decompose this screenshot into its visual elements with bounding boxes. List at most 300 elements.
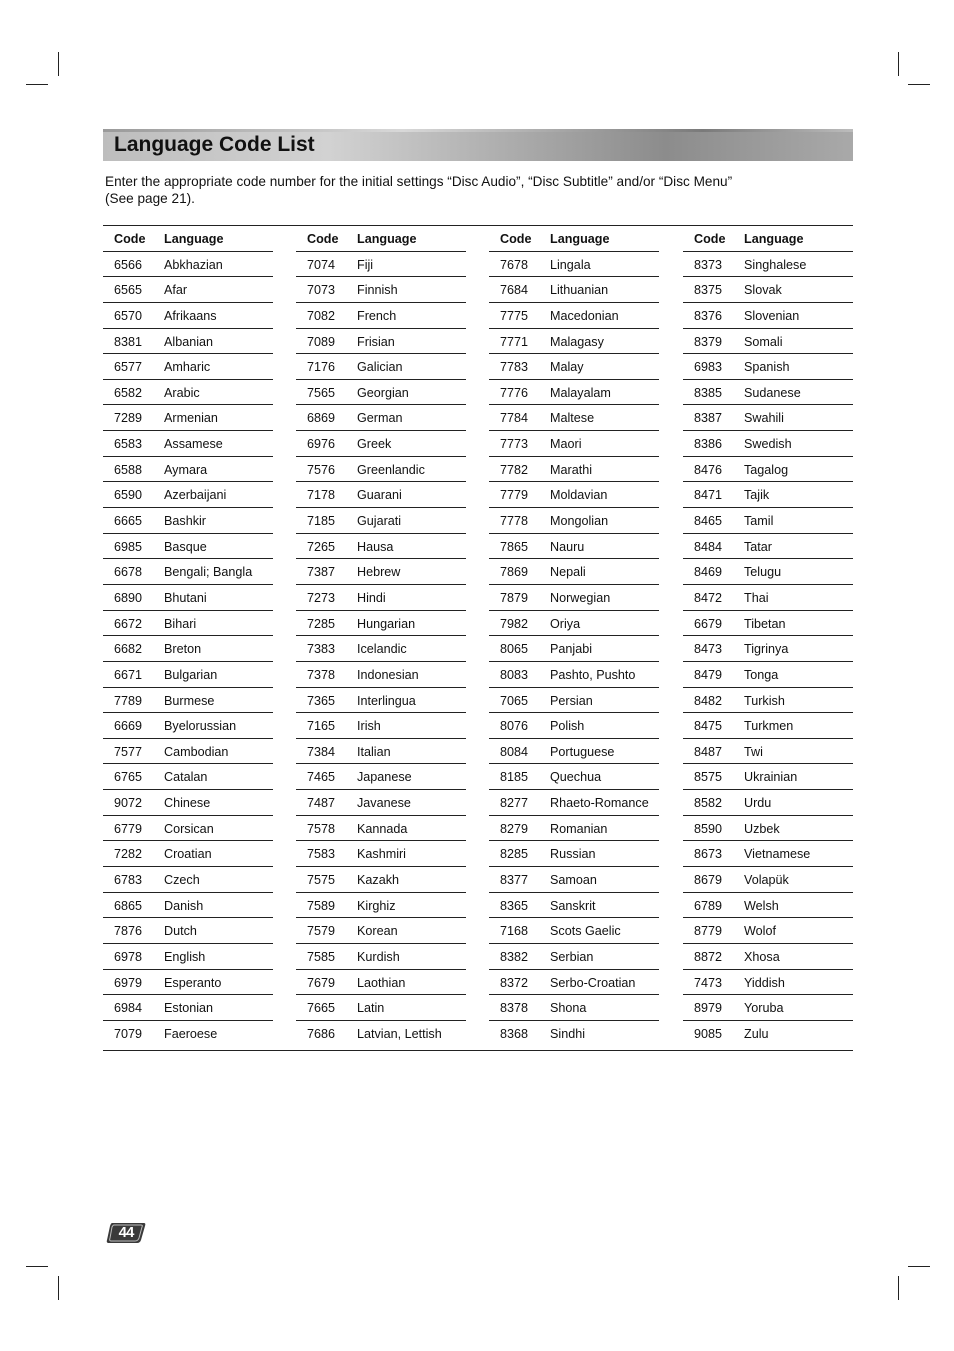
language-name: Fiji <box>357 257 374 272</box>
language-code: 8590 <box>694 821 723 836</box>
table-row <box>103 354 273 380</box>
language-code: 7679 <box>307 975 336 990</box>
language-name: Norwegian <box>550 590 611 605</box>
language-name: Bhutani <box>164 590 207 605</box>
table-header-row <box>489 226 659 252</box>
language-name: Twi <box>744 744 763 759</box>
language-name: Bulgarian <box>164 667 218 682</box>
language-name: Urdu <box>744 796 772 811</box>
crop-mark-top-left-vertical <box>58 52 59 76</box>
language-code: 7684 <box>500 283 529 298</box>
table-row <box>296 380 466 406</box>
language-name: Slovenian <box>744 308 800 323</box>
language-name: Panjabi <box>550 642 593 657</box>
table-row <box>296 970 466 996</box>
language-name: Amharic <box>164 360 211 375</box>
language-code: 6665 <box>114 514 143 529</box>
language-name: Arabic <box>164 385 200 400</box>
language-name: Irish <box>357 719 381 734</box>
language-code: 8375 <box>694 283 723 298</box>
language-code: 7365 <box>307 693 336 708</box>
language-code: 6978 <box>114 949 143 964</box>
language-code: 7074 <box>307 257 336 272</box>
table-row <box>489 944 659 970</box>
language-code: 8378 <box>500 1001 529 1016</box>
table-row <box>489 508 659 534</box>
language-code: 8277 <box>500 796 529 811</box>
code-column-3 <box>489 226 659 1046</box>
table-row <box>489 816 659 842</box>
title-bar <box>103 129 853 161</box>
table-row <box>683 713 853 739</box>
language-name: Corsican <box>164 821 214 836</box>
language-name: Pashto, Pushto <box>550 667 636 682</box>
language-name: Frisian <box>357 334 395 349</box>
table-row <box>103 739 273 765</box>
language-name: Japanese <box>357 770 412 785</box>
language-name: Croatian <box>164 847 212 862</box>
table-row <box>103 559 273 585</box>
table-row <box>489 1021 659 1046</box>
language-code: 7575 <box>307 873 336 888</box>
language-name: Persian <box>550 693 593 708</box>
language-name: Wolof <box>744 924 776 939</box>
language-code: 7778 <box>500 514 529 529</box>
language-code: 8469 <box>694 565 723 580</box>
language-code: 6565 <box>114 283 143 298</box>
language-code: 8465 <box>694 514 723 529</box>
table-row <box>683 816 853 842</box>
language-name: Turkmen <box>744 719 794 734</box>
table-row <box>103 431 273 457</box>
language-name: Scots Gaelic <box>550 924 621 939</box>
language-code: 8365 <box>500 898 529 913</box>
table-row <box>103 662 273 688</box>
language-code: 7079 <box>114 1026 143 1041</box>
language-code: 8872 <box>694 949 723 964</box>
language-name: Breton <box>164 642 202 657</box>
language-code: 8387 <box>694 411 723 426</box>
language-name: Oriya <box>550 616 581 631</box>
language-name: Polish <box>550 719 585 734</box>
language-name: Sudanese <box>744 385 801 400</box>
table-row <box>489 585 659 611</box>
table-row <box>103 918 273 944</box>
table-row <box>489 405 659 431</box>
table-row <box>683 739 853 765</box>
language-name: Volapük <box>744 873 789 888</box>
language-name: Tigrinya <box>744 642 789 657</box>
language-code: 8473 <box>694 642 723 657</box>
table-row <box>103 995 273 1021</box>
table-row <box>489 457 659 483</box>
language-name: Sanskrit <box>550 898 596 913</box>
table-row <box>489 970 659 996</box>
table-row <box>489 252 659 278</box>
language-name: Byelorussian <box>164 719 237 734</box>
language-code: 7784 <box>500 411 529 426</box>
table-row <box>103 688 273 714</box>
language-name: Armenian <box>164 411 218 426</box>
language-code: 8377 <box>500 873 529 888</box>
table-row <box>103 508 273 534</box>
language-code: 6678 <box>114 565 143 580</box>
table-row <box>489 559 659 585</box>
language-code: 8386 <box>694 437 723 452</box>
language-code: 8373 <box>694 257 723 272</box>
language-name: Moldavian <box>550 488 608 503</box>
table-row <box>296 611 466 637</box>
table-row <box>103 585 273 611</box>
language-name: Malayalam <box>550 385 611 400</box>
crop-mark-top-left-horizontal <box>26 84 48 85</box>
language-name: Welsh <box>744 898 779 913</box>
language-name: Maltese <box>550 411 595 426</box>
language-name: Cambodian <box>164 744 229 759</box>
table-header-row <box>683 226 853 252</box>
language-name: Gujarati <box>357 514 402 529</box>
table-row <box>103 252 273 278</box>
table-row <box>489 995 659 1021</box>
language-code: 7773 <box>500 437 529 452</box>
language-name: Korean <box>357 924 398 939</box>
table-row <box>683 585 853 611</box>
page-number: 44 <box>118 1224 134 1241</box>
language-code: 7565 <box>307 385 336 400</box>
language-code: 8482 <box>694 693 723 708</box>
language-code: 9072 <box>114 796 143 811</box>
table-row <box>296 508 466 534</box>
language-name: Swahili <box>744 411 784 426</box>
language-code: 8575 <box>694 770 723 785</box>
table-row <box>103 893 273 919</box>
language-name: Greek <box>357 437 392 452</box>
language-name: Yoruba <box>744 1001 784 1016</box>
language-code: 8471 <box>694 488 723 503</box>
language-name: Samoan <box>550 873 597 888</box>
language-name: Catalan <box>164 770 208 785</box>
table-row <box>683 688 853 714</box>
language-name: Galician <box>357 360 403 375</box>
language-code: 7178 <box>307 488 336 503</box>
table-row <box>683 893 853 919</box>
language-code: 6979 <box>114 975 143 990</box>
language-code: 7583 <box>307 847 336 862</box>
language-code: 6679 <box>694 616 723 631</box>
table-row <box>296 713 466 739</box>
language-code: 7879 <box>500 590 529 605</box>
table-row <box>296 918 466 944</box>
language-code: 7589 <box>307 898 336 913</box>
language-name: Tajik <box>744 488 770 503</box>
language-name: Hindi <box>357 590 386 605</box>
language-code: 7869 <box>500 565 529 580</box>
language-name: Portuguese <box>550 744 615 759</box>
table-row <box>103 764 273 790</box>
language-code: 8679 <box>694 873 723 888</box>
language-code: 8487 <box>694 744 723 759</box>
language-code: 7782 <box>500 462 529 477</box>
language-code: 7982 <box>500 616 529 631</box>
table-row <box>683 867 853 893</box>
table-row <box>296 816 466 842</box>
language-name: Interlingua <box>357 693 416 708</box>
language-name: Bihari <box>164 616 197 631</box>
language-code: 8475 <box>694 719 723 734</box>
language-name: Faeroese <box>164 1026 218 1041</box>
language-code: 7686 <box>307 1026 336 1041</box>
table-row <box>296 329 466 355</box>
language-code: 7771 <box>500 334 529 349</box>
table-row <box>683 508 853 534</box>
language-code: 8083 <box>500 667 529 682</box>
language-name: Shona <box>550 1001 587 1016</box>
language-code: 7585 <box>307 949 336 964</box>
language-code: 8582 <box>694 796 723 811</box>
language-name: Tonga <box>744 667 779 682</box>
table-header-row <box>296 226 466 252</box>
language-name: Rhaeto-Romance <box>550 796 649 811</box>
table-row <box>489 431 659 457</box>
language-name: Chinese <box>164 796 211 811</box>
language-name: Quechua <box>550 770 602 785</box>
table-row <box>489 893 659 919</box>
language-name: Lithuanian <box>550 283 609 298</box>
table-row <box>103 329 273 355</box>
table-row <box>103 277 273 303</box>
table-row <box>683 329 853 355</box>
language-code: 6577 <box>114 360 143 375</box>
table-row <box>489 662 659 688</box>
language-code: 6682 <box>114 642 143 657</box>
language-code: 7789 <box>114 693 143 708</box>
table-row <box>296 482 466 508</box>
table-row <box>103 636 273 662</box>
table-row <box>683 1021 853 1046</box>
language-name: Javanese <box>357 796 411 811</box>
language-name: Marathi <box>550 462 592 477</box>
language-code: 7487 <box>307 796 336 811</box>
language-name: Danish <box>164 898 204 913</box>
table-row <box>683 790 853 816</box>
language-code: 6669 <box>114 719 143 734</box>
language-name: Singhalese <box>744 257 807 272</box>
language-code: 6779 <box>114 821 143 836</box>
language-name: Burmese <box>164 693 215 708</box>
language-code: 6985 <box>114 539 143 554</box>
language-code: 8285 <box>500 847 529 862</box>
header-code: Code <box>694 232 726 246</box>
table-row <box>489 354 659 380</box>
intro-line-2: (See page 21). <box>105 191 195 206</box>
language-name: French <box>357 308 397 323</box>
language-name: Bashkir <box>164 514 206 529</box>
table-row <box>103 867 273 893</box>
table-row <box>296 995 466 1021</box>
table-row <box>103 713 273 739</box>
language-code: 7383 <box>307 642 336 657</box>
table-row <box>296 252 466 278</box>
language-name: Vietnamese <box>744 847 811 862</box>
language-name: Guarani <box>357 488 402 503</box>
table-row <box>103 944 273 970</box>
language-code: 7576 <box>307 462 336 477</box>
table-row <box>296 739 466 765</box>
language-name: Mongolian <box>550 514 609 529</box>
language-code: 7678 <box>500 257 529 272</box>
table-header-row <box>103 226 273 252</box>
language-name: Indonesian <box>357 667 419 682</box>
language-code: 8065 <box>500 642 529 657</box>
language-code: 7165 <box>307 719 336 734</box>
table-row <box>103 611 273 637</box>
language-code: 6976 <box>307 437 336 452</box>
language-name: Tibetan <box>744 616 786 631</box>
table-row <box>489 688 659 714</box>
table-row <box>489 277 659 303</box>
language-name: Kannada <box>357 821 408 836</box>
language-code: 8382 <box>500 949 529 964</box>
language-name: Dutch <box>164 924 197 939</box>
crop-mark-top-right-horizontal <box>908 84 930 85</box>
table-row <box>296 688 466 714</box>
language-name: Greenlandic <box>357 462 425 477</box>
header-language: Language <box>550 232 610 246</box>
table-row <box>683 841 853 867</box>
table-row <box>296 534 466 560</box>
table-bottom-rule <box>103 1050 853 1051</box>
language-name: English <box>164 949 206 964</box>
table-row <box>683 559 853 585</box>
language-code: 7273 <box>307 590 336 605</box>
table-row <box>296 559 466 585</box>
table-row <box>103 405 273 431</box>
language-code: 8479 <box>694 667 723 682</box>
language-name: Xhosa <box>744 949 780 964</box>
table-row <box>103 303 273 329</box>
language-code: 8472 <box>694 590 723 605</box>
language-code: 7089 <box>307 334 336 349</box>
language-code: 6583 <box>114 437 143 452</box>
language-code: 7865 <box>500 539 529 554</box>
table-row <box>683 482 853 508</box>
code-column-1 <box>103 226 273 1046</box>
language-code: 8084 <box>500 744 529 759</box>
language-code: 7779 <box>500 488 529 503</box>
table-row <box>103 841 273 867</box>
header-language: Language <box>357 232 417 246</box>
language-name: Latin <box>357 1001 385 1016</box>
language-code: 7168 <box>500 924 529 939</box>
table-row <box>683 611 853 637</box>
language-name: German <box>357 411 403 426</box>
language-name: Nauru <box>550 539 585 554</box>
language-code: 7465 <box>307 770 336 785</box>
table-row <box>489 918 659 944</box>
table-row <box>296 893 466 919</box>
table-row <box>489 482 659 508</box>
language-code: 8673 <box>694 847 723 862</box>
header-language: Language <box>164 232 224 246</box>
language-code: 8185 <box>500 770 529 785</box>
language-code: 8376 <box>694 308 723 323</box>
language-code: 7065 <box>500 693 529 708</box>
language-name: Czech <box>164 873 200 888</box>
intro-line-1: Enter the appropriate code number for the initial settings “Disc Audio”, “Disc Subtitle” and/or “Disc Menu” <box>105 174 733 189</box>
intro-text <box>105 173 845 207</box>
language-code: 7082 <box>307 308 336 323</box>
language-name: Malay <box>550 360 584 375</box>
language-name: Hausa <box>357 539 394 554</box>
table-row <box>103 380 273 406</box>
table-row <box>296 457 466 483</box>
language-code: 6570 <box>114 308 143 323</box>
language-name: Icelandic <box>357 642 407 657</box>
table-row <box>489 841 659 867</box>
language-name: Maori <box>550 437 582 452</box>
crop-mark-bottom-left-vertical <box>58 1276 59 1300</box>
table-row <box>296 303 466 329</box>
language-code: 7176 <box>307 360 336 375</box>
table-row <box>103 534 273 560</box>
language-name: Zulu <box>744 1026 769 1041</box>
language-name: Tagalog <box>744 462 789 477</box>
language-code: 7577 <box>114 744 143 759</box>
language-code: 7185 <box>307 514 336 529</box>
table-row <box>296 585 466 611</box>
language-code: 7378 <box>307 667 336 682</box>
language-name: Afrikaans <box>164 308 217 323</box>
table-row <box>489 329 659 355</box>
language-code: 8076 <box>500 719 529 734</box>
language-code: 6789 <box>694 898 723 913</box>
language-code: 8372 <box>500 975 529 990</box>
table-row <box>683 277 853 303</box>
language-name: Macedonian <box>550 308 619 323</box>
language-code: 6672 <box>114 616 143 631</box>
language-code: 6588 <box>114 462 143 477</box>
table-row <box>489 636 659 662</box>
language-code: 7285 <box>307 616 336 631</box>
language-code: 8279 <box>500 821 529 836</box>
language-code: 7578 <box>307 821 336 836</box>
table-row <box>683 303 853 329</box>
language-code: 6890 <box>114 590 143 605</box>
language-code: 8484 <box>694 539 723 554</box>
language-code: 7265 <box>307 539 336 554</box>
language-name: Swedish <box>744 437 792 452</box>
table-row <box>296 764 466 790</box>
table-row <box>683 431 853 457</box>
language-name: Abkhazian <box>164 257 223 272</box>
language-code: 7783 <box>500 360 529 375</box>
table-row <box>683 252 853 278</box>
table-row <box>489 611 659 637</box>
language-code: 6765 <box>114 770 143 785</box>
language-name: Kazakh <box>357 873 400 888</box>
language-name: Albanian <box>164 334 214 349</box>
language-name: Latvian, Lettish <box>357 1026 442 1041</box>
table-row <box>296 431 466 457</box>
language-name: Tatar <box>744 539 772 554</box>
language-code: 7282 <box>114 847 143 862</box>
table-row <box>103 790 273 816</box>
language-code: 8979 <box>694 1001 723 1016</box>
language-name: Uzbek <box>744 821 780 836</box>
table-row <box>489 867 659 893</box>
language-code: 8779 <box>694 924 723 939</box>
header-code: Code <box>114 232 146 246</box>
